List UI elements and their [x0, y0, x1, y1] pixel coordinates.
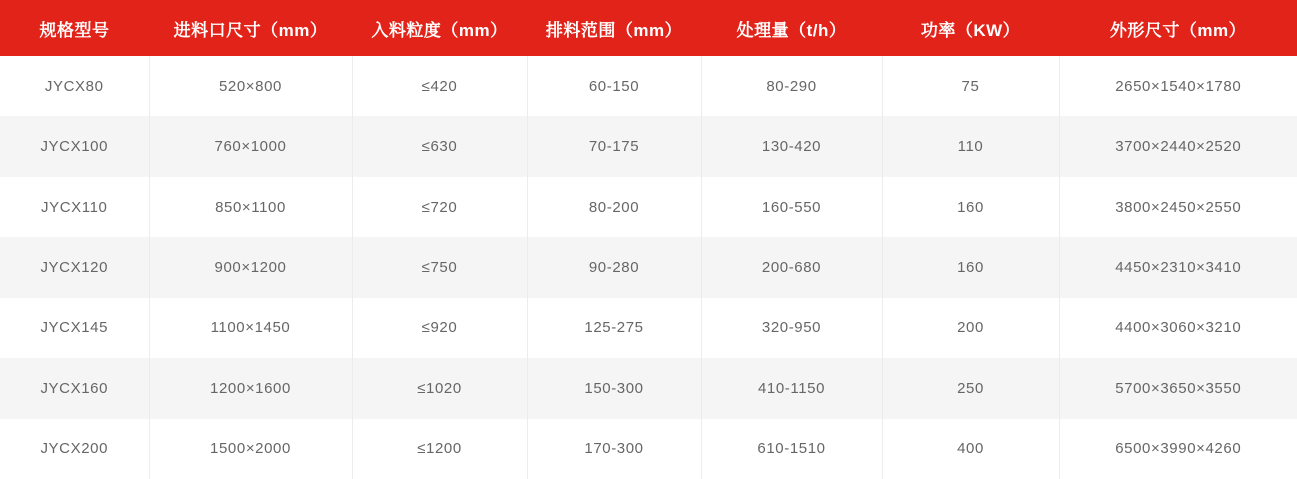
cell-power: 250: [882, 358, 1059, 418]
cell-dimensions: 3800×2450×2550: [1059, 177, 1297, 237]
cell-capacity: 130-420: [701, 116, 882, 176]
cell-dimensions: 2650×1540×1780: [1059, 56, 1297, 116]
table-header: [0, 0, 1297, 56]
cell-feed-opening: 1500×2000: [149, 419, 352, 479]
cell-model: JYCX100: [40, 138, 109, 156]
cell-capacity: 80-290: [701, 56, 882, 116]
cell-dimensions: 4450×2310×3410: [1059, 237, 1297, 297]
table-header-row: [0, 0, 1297, 56]
cell-power: 160: [882, 237, 1059, 297]
cell-feed-size: ≤630: [352, 116, 527, 176]
cell-model: JYCX80: [44, 77, 104, 95]
cell-feed-size: ≤920: [352, 298, 527, 358]
cell-capacity: 200-680: [701, 237, 882, 297]
cell-feed-size: ≤420: [352, 56, 527, 116]
cell-power: 110: [882, 116, 1059, 176]
cell-model: JYCX200: [40, 440, 109, 458]
table-row: [0, 177, 1297, 237]
cell-discharge-range: 90-280: [527, 237, 701, 297]
cell-feed-size: ≤750: [352, 237, 527, 297]
col-header-dimensions: 外形尺寸（mm）: [1059, 0, 1297, 56]
cell-feed-opening: 1100×1450: [149, 298, 352, 358]
cell-discharge-range: 170-300: [527, 419, 701, 479]
cell-discharge-range: 125-275: [527, 298, 701, 358]
cell-feed-opening: 850×1100: [149, 177, 352, 237]
cell-dimensions: 4400×3060×3210: [1059, 298, 1297, 358]
col-header-power: 功率（KW）: [882, 0, 1059, 56]
cell-capacity: 160-550: [701, 177, 882, 237]
cell-feed-size: ≤1200: [352, 419, 527, 479]
cell-model: JYCX160: [40, 379, 109, 397]
cell-discharge-range: 150-300: [527, 358, 701, 418]
cell-feed-opening: 1200×1600: [149, 358, 352, 418]
cell-discharge-range: 60-150: [527, 56, 701, 116]
cell-discharge-range: 70-175: [527, 116, 701, 176]
cell-feed-opening: 760×1000: [149, 116, 352, 176]
table-row: [0, 116, 1297, 176]
cell-model: JYCX145: [40, 319, 109, 337]
table-row: [0, 298, 1297, 358]
table-row: [0, 358, 1297, 418]
col-header-feed-opening: 进料口尺寸（mm）: [149, 0, 352, 56]
cell-discharge-range: 80-200: [527, 177, 701, 237]
col-header-feed-size: 入料粒度（mm）: [352, 0, 527, 56]
table-row: [0, 237, 1297, 297]
table-row: [0, 56, 1297, 116]
cell-dimensions: 6500×3990×4260: [1059, 419, 1297, 479]
table-row: [0, 419, 1297, 479]
col-header-model: 规格型号: [0, 0, 149, 56]
cell-power: 400: [882, 419, 1059, 479]
table-body: [0, 56, 1297, 479]
cell-capacity: 610-1510: [701, 419, 882, 479]
cell-power: 200: [882, 298, 1059, 358]
cell-feed-opening: 520×800: [149, 56, 352, 116]
cell-capacity: 320-950: [701, 298, 882, 358]
cell-power: 160: [882, 177, 1059, 237]
cell-model: JYCX120: [40, 258, 109, 276]
cell-feed-opening: 900×1200: [149, 237, 352, 297]
cell-power: 75: [882, 56, 1059, 116]
cell-feed-size: ≤1020: [352, 358, 527, 418]
cell-model: JYCX110: [41, 198, 108, 216]
col-header-capacity: 处理量（t/h）: [701, 0, 882, 56]
col-header-discharge-range: 排料范围（mm）: [527, 0, 701, 56]
cell-dimensions: 5700×3650×3550: [1059, 358, 1297, 418]
cell-dimensions: 3700×2440×2520: [1059, 116, 1297, 176]
cell-capacity: 410-1150: [701, 358, 882, 418]
cell-feed-size: ≤720: [352, 177, 527, 237]
